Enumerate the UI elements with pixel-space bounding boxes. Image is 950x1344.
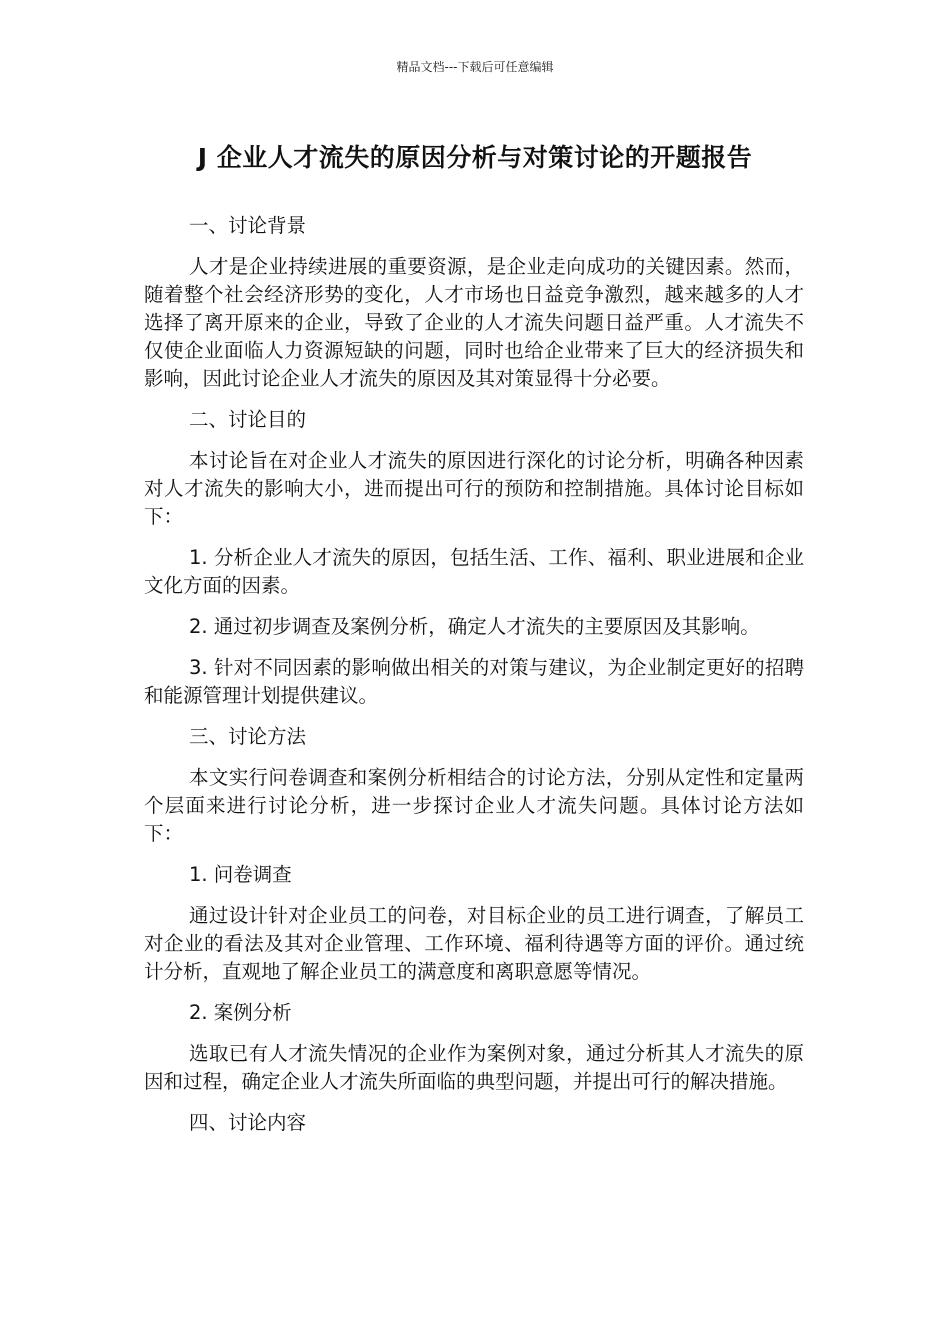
paragraph-method: 本文实行问卷调查和案例分析相结合的讨论方法，分别从定性和定量两个层面来进行讨论分析，进一步探讨企业人才流失问题。具体讨论方法如下： xyxy=(144,766,804,845)
list-item-purpose-3: 3. 针对不同因素的影响做出相关的对策与建议，为企业制定更好的招聘和能源管理计划提供建议。 xyxy=(144,656,804,707)
section-heading-method: 三、讨论方法 xyxy=(189,725,307,748)
section-heading-background: 一、讨论背景 xyxy=(189,214,307,237)
document-body xyxy=(144,212,804,1150)
paragraph-case-study: 选取已有人才流失情况的企业作为案例对象，通过分析其人才流失的原因和过程，确定企业人才流失所面临的典型问题，并提出可行的解决措施。 xyxy=(144,1042,804,1093)
subheading-case-study: 2. 案例分析 xyxy=(189,1001,292,1024)
list-item-purpose-2: 2. 通过初步调查及案例分析，确定人才流失的主要原因及其影响。 xyxy=(189,615,760,638)
document-title: J 企业人才流失的原因分析与对策讨论的开题报告 xyxy=(197,143,753,172)
section-heading-content: 四、讨论内容 xyxy=(189,1111,307,1134)
paragraph-questionnaire: 通过设计针对企业员工的问卷，对目标企业的员工进行调查，了解员工对企业的看法及其对企业管理、工作环境、福利待遇等方面的评价。通过统计分析，直观地了解企业员工的满意度和离职意愿等情况。 xyxy=(144,904,804,983)
paragraph-background: 人才是企业持续进展的重要资源，是企业走向成功的关键因素。然而，随着整个社会经济形势的变化，人才市场也日益竞争激烈，越来越多的人才选择了离开原来的企业，导致了企业的人才流失问题日益严重。人才流失不仅使企业面临人力资源短缺的问题，同时也给企业带来了巨大的经济损失和影响，因此讨论企业人才流失的原因及其对策显得十分必要。 xyxy=(144,255,804,390)
section-heading-purpose: 二、讨论目的 xyxy=(189,408,307,431)
list-item-purpose-1: 1. 分析企业人才流失的原因，包括生活、工作、福利、职业进展和企业文化方面的因素。 xyxy=(144,546,804,597)
paragraph-purpose: 本讨论旨在对企业人才流失的原因进行深化的讨论分析，明确各种因素对人才流失的影响大小，进而提出可行的预防和控制措施。具体讨论目标如下： xyxy=(144,449,804,528)
subheading-questionnaire: 1. 问卷调查 xyxy=(189,863,292,886)
header-note: 精品文档---下载后可任意编辑 xyxy=(396,60,554,74)
